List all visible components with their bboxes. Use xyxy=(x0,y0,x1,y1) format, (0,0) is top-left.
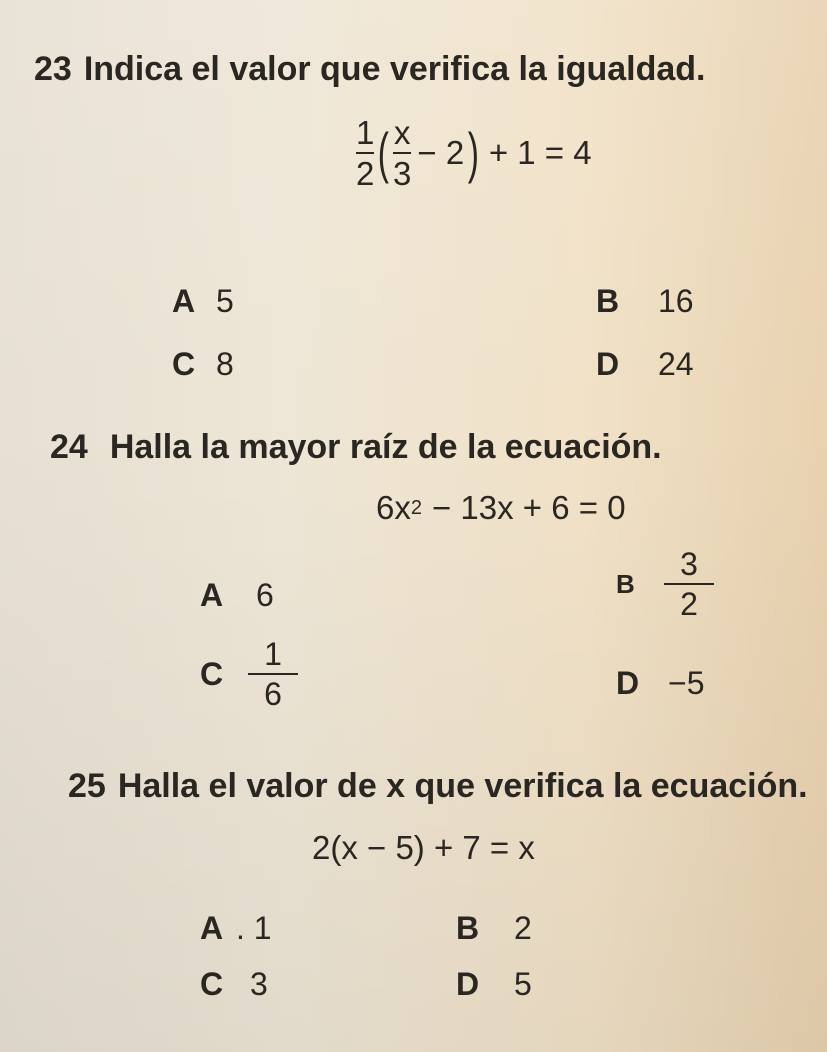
fraction-numerator: x xyxy=(393,114,411,151)
option-letter: B xyxy=(456,910,480,946)
option-value: 3 xyxy=(250,966,268,1002)
question-25-option-d[interactable] xyxy=(456,966,532,1003)
option-value: −5 xyxy=(668,665,705,701)
question-number: 25 xyxy=(68,767,106,805)
exponent: 2 xyxy=(410,496,422,519)
fraction-bar xyxy=(393,152,411,154)
question-23-option-a[interactable] xyxy=(172,283,234,320)
question-24-option-c[interactable] xyxy=(200,638,298,710)
question-25-heading xyxy=(68,767,808,806)
option-value: 16 xyxy=(658,283,694,319)
question-25-option-a[interactable] xyxy=(200,910,272,947)
fraction-numerator: 1 xyxy=(356,114,375,151)
fraction-one-half xyxy=(356,116,374,190)
option-fraction xyxy=(248,638,298,710)
option-value: 5 xyxy=(216,283,234,319)
fraction-denominator: 3 xyxy=(393,155,412,192)
open-parenthesis: ( xyxy=(378,121,390,184)
close-parenthesis: ) xyxy=(467,121,480,184)
question-23-option-b[interactable] xyxy=(596,283,694,320)
option-value: 5 xyxy=(514,966,532,1002)
fraction-numerator: 3 xyxy=(680,546,698,582)
option-value: . 1 xyxy=(236,910,272,946)
fraction-numerator: 1 xyxy=(264,636,282,672)
question-25-equation xyxy=(312,829,535,867)
question-24-option-a[interactable] xyxy=(200,577,274,614)
question-24-heading xyxy=(50,428,662,467)
question-23-option-c[interactable] xyxy=(172,346,234,383)
question-25-option-c[interactable] xyxy=(200,966,268,1003)
question-24-option-d[interactable] xyxy=(616,665,704,702)
question-prompt: Halla el valor de x que verifica la ecuación. xyxy=(117,767,808,805)
question-24-equation xyxy=(376,489,626,527)
fraction-bar xyxy=(248,673,298,675)
fraction-denominator: 2 xyxy=(680,586,698,622)
fraction-bar xyxy=(664,583,714,585)
option-letter: C xyxy=(172,346,196,382)
question-number: 23 xyxy=(34,50,72,88)
equation-text: 2(x − 5) + 7 = x xyxy=(312,829,535,866)
question-prompt: Halla la mayor raíz de la ecuación. xyxy=(109,428,662,466)
option-letter: A xyxy=(200,577,224,613)
question-number: 24 xyxy=(50,428,88,466)
fraction-denominator: 6 xyxy=(264,676,282,712)
option-letter: C xyxy=(200,966,224,1002)
option-letter: A xyxy=(200,910,224,946)
question-24-option-b[interactable] xyxy=(616,548,714,620)
option-letter: A xyxy=(172,283,196,319)
option-letter: D xyxy=(456,966,480,1002)
fraction-x-over-3 xyxy=(393,116,411,190)
option-letter: B xyxy=(616,568,635,599)
fraction-bar xyxy=(356,152,374,154)
question-23-heading xyxy=(34,50,706,89)
equation-tail: + 1 = 4 xyxy=(488,134,592,171)
fraction-denominator: 2 xyxy=(356,155,375,192)
equation-rest: − 13x + 6 = 0 xyxy=(431,489,626,526)
option-value: 6 xyxy=(256,577,274,613)
question-23-option-d[interactable] xyxy=(596,346,694,383)
option-value: 8 xyxy=(216,346,234,382)
option-letter: B xyxy=(596,283,620,319)
equation-lhs: 6x xyxy=(376,489,411,526)
question-prompt: Indica el valor que verifica la igualdad. xyxy=(83,50,706,88)
question-25-option-b[interactable] xyxy=(456,910,532,947)
option-value: 24 xyxy=(658,346,694,382)
question-23-equation xyxy=(356,116,592,190)
option-fraction xyxy=(664,548,714,620)
option-letter: D xyxy=(596,346,620,382)
option-value: 2 xyxy=(514,910,532,946)
inner-term: − 2 xyxy=(417,134,465,171)
option-letter: D xyxy=(616,665,640,701)
option-letter: C xyxy=(200,655,224,692)
